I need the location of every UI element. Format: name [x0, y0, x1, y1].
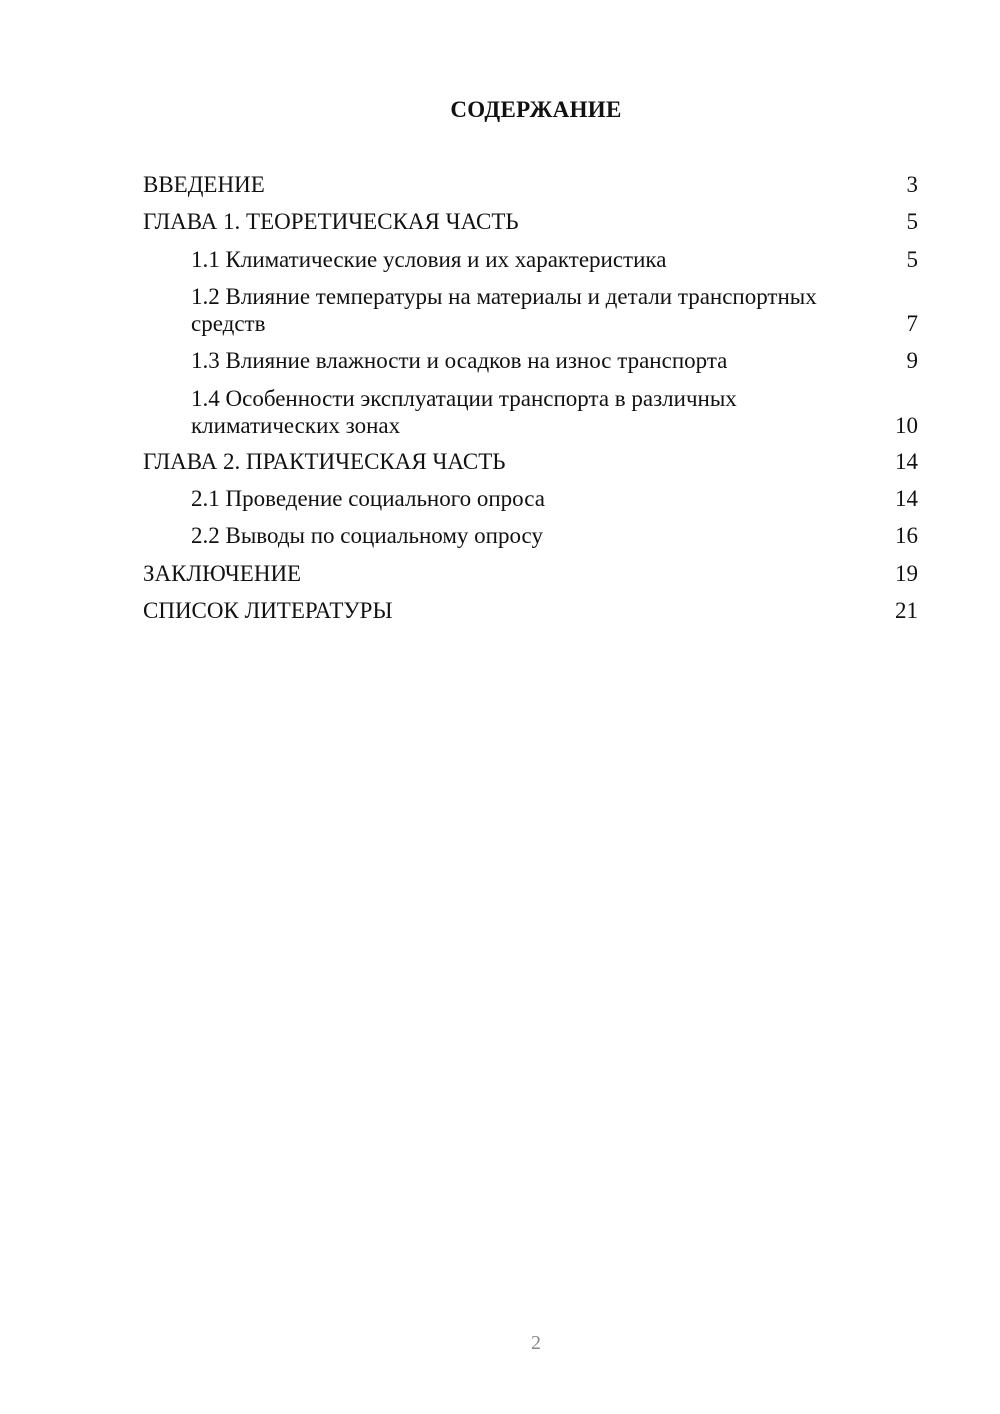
toc-entry-section-1-3	[143, 347, 918, 374]
toc-entry-page: 9	[906, 348, 918, 373]
page-title: СОДЕРЖАНИЕ	[450, 97, 622, 122]
toc-entry-page: 10	[895, 413, 918, 438]
toc-entry-page: 3	[906, 172, 918, 197]
toc-entry-text: ЗАКЛЮЧЕНИЕ	[143, 561, 302, 586]
toc-entry-text: ГЛАВА 2. ПРАКТИЧЕСКАЯ ЧАСТЬ	[143, 449, 506, 474]
toc-entry-text: ВВЕДЕНИЕ	[143, 172, 265, 197]
toc-entry-page: 16	[895, 523, 918, 548]
toc-entry-text: ГЛАВА 1. ТЕОРЕТИЧЕСКАЯ ЧАСТЬ	[143, 209, 519, 234]
toc-entry-conclusion	[143, 560, 918, 587]
page-number: 2	[531, 1332, 541, 1354]
toc-entry-page: 5	[906, 209, 918, 234]
toc-entry-page: 14	[895, 486, 918, 511]
toc-entry-text: СПИСОК ЛИТЕРАТУРЫ	[143, 598, 393, 623]
toc-entry-page: 14	[895, 449, 918, 474]
toc-entry-text: 1.4 Особенности эксплуатации транспорта в различных климатических зонах	[191, 386, 737, 438]
toc-entry-page: 5	[906, 247, 918, 272]
toc-entry-text: 1.1 Климатические условия и их характеристика	[191, 247, 667, 272]
toc-entry-section-1-1	[143, 246, 918, 273]
toc-entry-section-2-1	[143, 485, 918, 512]
toc-entry-section-1-4	[143, 385, 918, 439]
toc-entry-text: 1.2 Влияние температуры на материалы и детали транспортных средств	[191, 284, 817, 336]
toc-entry-introduction	[143, 171, 918, 198]
toc-entry-text: 1.3 Влияние влажности и осадков на износ транспорта	[191, 348, 728, 373]
toc-entry-page: 7	[906, 311, 918, 336]
toc-entry-page: 21	[895, 598, 918, 623]
toc-entry-section-2-2	[143, 522, 918, 549]
toc-entry-chapter-2	[143, 448, 918, 475]
toc-entry-bibliography	[143, 597, 918, 624]
toc-entry-chapter-1	[143, 208, 918, 235]
toc-entry-text: 2.1 Проведение социального опроса	[191, 486, 545, 511]
toc-entry-text: 2.2 Выводы по социальному опросу	[191, 523, 543, 548]
toc-entry-section-1-2	[143, 283, 918, 337]
toc-entry-page: 19	[895, 561, 918, 586]
